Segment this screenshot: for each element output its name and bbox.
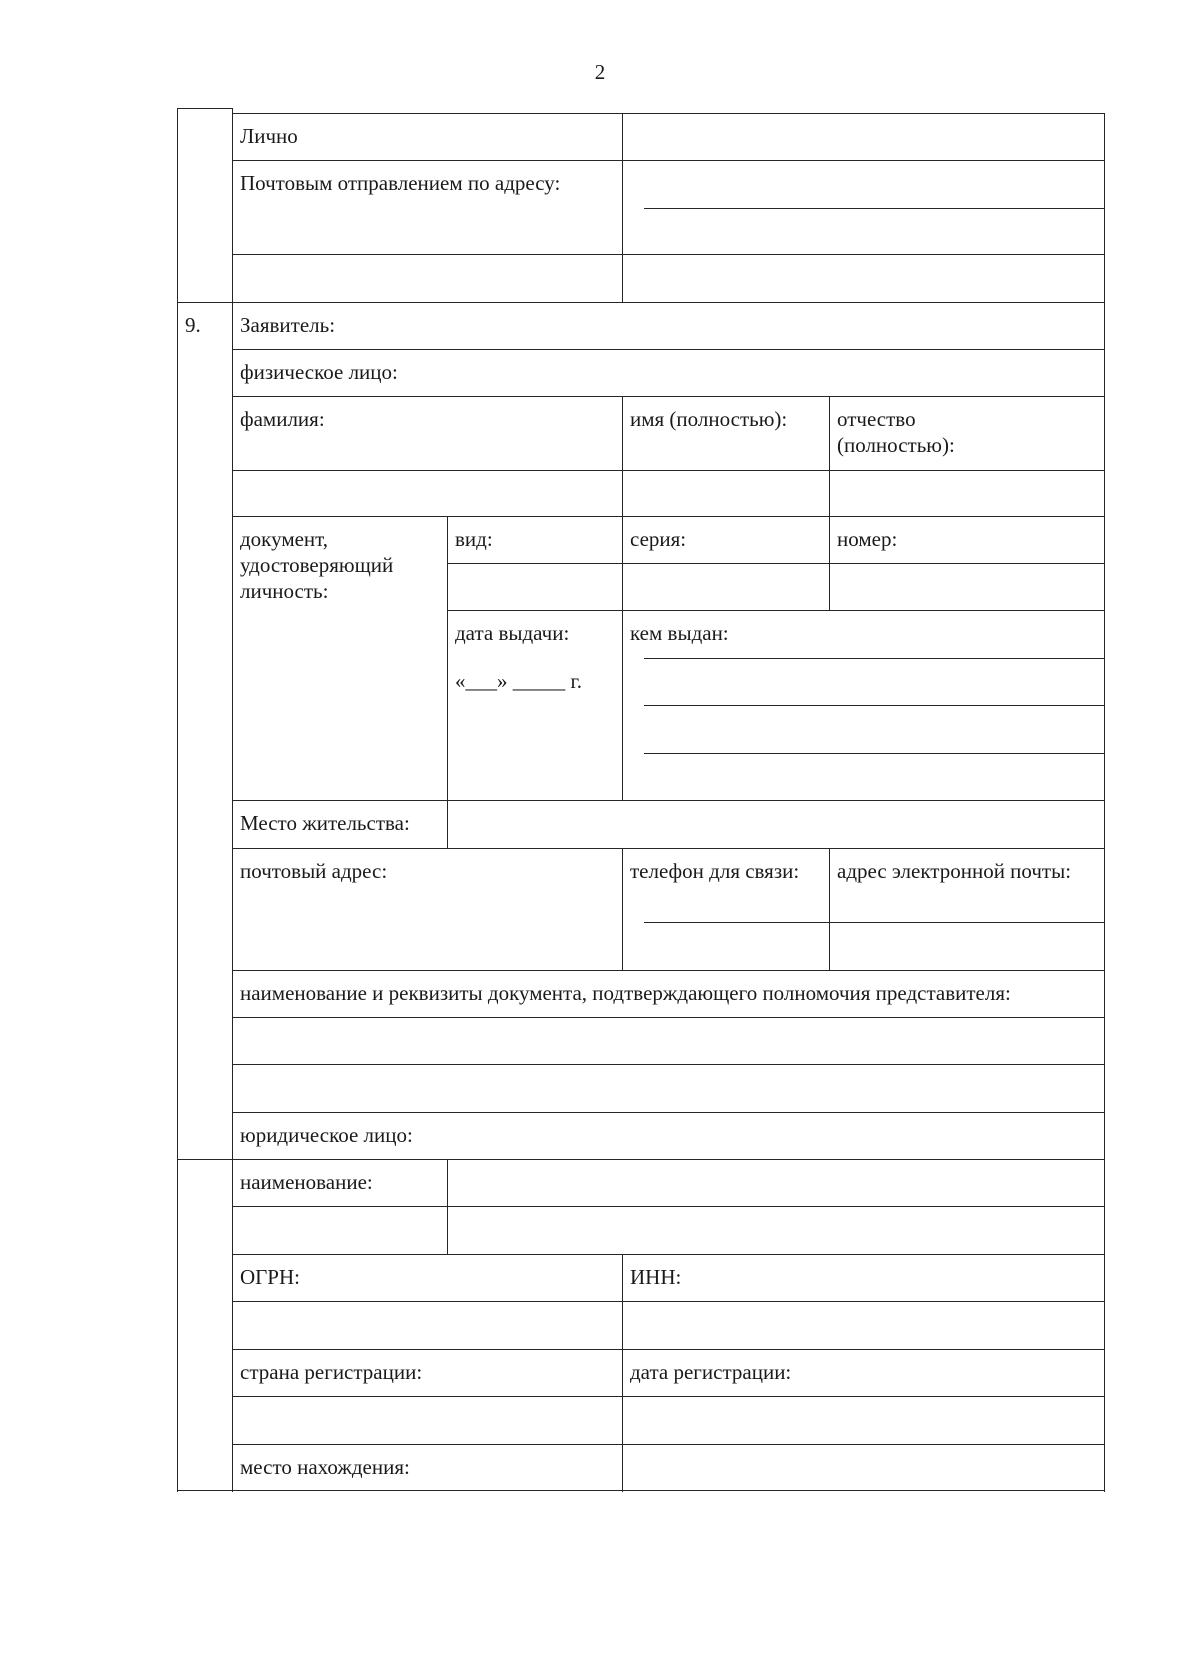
label-legal-entity: юридическое лицо: [240, 1123, 413, 1147]
table-rule [232, 1254, 1105, 1255]
application-form-table [177, 108, 1105, 1500]
label-issued-by: кем выдан: [630, 621, 729, 645]
table-rule [232, 516, 1105, 517]
table-rule [447, 516, 448, 848]
page-number: 2 [594, 60, 606, 84]
label-country: страна регистрации: [240, 1360, 423, 1384]
table-rule [644, 658, 1105, 659]
table-rule [232, 800, 1105, 801]
item-number: 9. [185, 313, 201, 337]
table-rule [232, 349, 1105, 350]
table-rule [177, 108, 178, 1492]
table-rule [829, 848, 830, 970]
table-rule [232, 1206, 1105, 1207]
label-last-name: фамилия: [240, 407, 325, 431]
label-first-name: имя (полностью): [630, 407, 788, 431]
table-rule [232, 1349, 1105, 1350]
table-rule [232, 1064, 1105, 1065]
table-rule [1104, 113, 1105, 1492]
table-rule [232, 1301, 1105, 1302]
table-rule [622, 396, 623, 516]
table-rule [232, 113, 1105, 114]
table-rule [232, 1396, 1105, 1397]
table-rule [829, 396, 830, 516]
table-rule [447, 610, 1105, 611]
table-rule [232, 848, 1105, 849]
table-rule [622, 113, 623, 302]
table-rule [232, 1017, 1105, 1018]
table-rule [177, 302, 1105, 303]
table-rule [232, 160, 1105, 161]
table-rule [622, 848, 623, 970]
table-rule [177, 1159, 1105, 1160]
label-by-post: Почтовым отправлением по адресу: [240, 171, 561, 195]
label-individual: физическое лицо: [240, 360, 398, 384]
table-rule [232, 470, 1105, 471]
table-rule [177, 108, 232, 109]
table-rule [232, 108, 233, 1492]
table-rule [232, 1112, 1105, 1113]
label-residence: Место жительства: [240, 811, 410, 835]
label-patronymic: отчество (полностью): [837, 407, 955, 457]
label-postal-address: почтовый адрес: [240, 859, 388, 883]
table-rule [232, 1444, 1105, 1445]
label-issue-date: дата выдачи: [455, 621, 570, 645]
table-rule [622, 1254, 623, 1492]
table-rule [447, 1159, 448, 1254]
label-doc-series: серия: [630, 527, 687, 551]
table-rule [232, 396, 1105, 397]
table-rule [644, 705, 1105, 706]
table-rule [447, 563, 1105, 564]
table-rule [829, 516, 830, 610]
table-rule [644, 208, 1105, 209]
table-rule [644, 753, 1105, 754]
table-rule [644, 922, 1105, 923]
label-applicant: Заявитель: [240, 313, 336, 337]
label-doc-number: номер: [837, 527, 898, 551]
label-doc-type: вид: [455, 527, 493, 551]
label-ogrn: ОГРН: [240, 1265, 300, 1289]
label-reg-date: дата регистрации: [630, 1360, 792, 1384]
label-inn: ИНН: [630, 1265, 682, 1289]
table-rule [232, 970, 1105, 971]
date-template: «___» _____ г. [455, 669, 582, 693]
label-location: место нахождения: [240, 1455, 410, 1479]
label-phone: телефон для связи: [630, 859, 800, 883]
table-rule [622, 516, 623, 800]
label-email: адрес электронной почты: [837, 859, 1072, 883]
label-id-document: документ, удостоверяющий личность: [240, 527, 394, 603]
table-rule [177, 1490, 1105, 1491]
label-representative-document: наименование и реквизиты документа, подтверждающего полномочия представителя: [240, 981, 1011, 1005]
label-personally: Лично [240, 124, 298, 148]
table-rule [232, 254, 1105, 255]
label-org-name: наименование: [240, 1170, 373, 1194]
